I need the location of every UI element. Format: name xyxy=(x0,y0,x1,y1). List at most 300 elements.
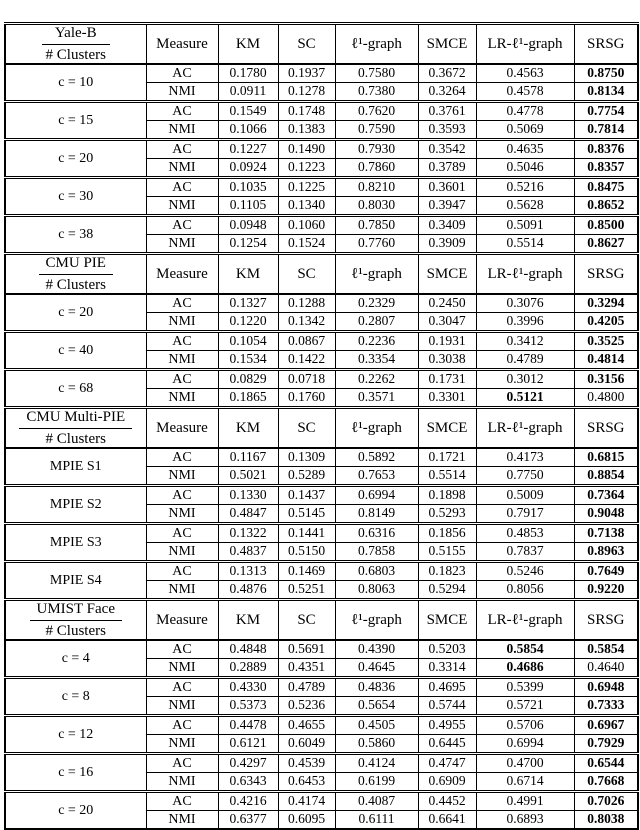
value-cell: 0.6948 xyxy=(574,678,638,697)
value-cell: 0.8056 xyxy=(476,581,574,600)
value-cell: 0.7930 xyxy=(335,140,418,159)
value-cell: 0.3542 xyxy=(418,140,476,159)
dataset-header-cell xyxy=(5,600,146,641)
value-cell: 0.1327 xyxy=(218,294,278,313)
value-cell: 0.5216 xyxy=(476,178,574,197)
value-cell: 0.7590 xyxy=(335,121,418,140)
value-cell: 0.4853 xyxy=(476,524,574,543)
column-header: KM xyxy=(218,600,278,641)
column-header: KM xyxy=(218,254,278,295)
value-cell: 0.3156 xyxy=(574,370,638,389)
value-cell: 0.4173 xyxy=(476,448,574,467)
value-cell: 0.1342 xyxy=(278,313,335,332)
value-cell: 0.6893 xyxy=(476,811,574,830)
value-cell: 0.5021 xyxy=(218,467,278,486)
value-cell: 0.7754 xyxy=(574,102,638,121)
value-cell: 0.6343 xyxy=(218,773,278,792)
value-cell: 0.8627 xyxy=(574,235,638,254)
value-cell: 0.6049 xyxy=(278,735,335,754)
value-cell: 0.6445 xyxy=(418,735,476,754)
value-cell: 0.6967 xyxy=(574,716,638,735)
value-cell: 0.1035 xyxy=(218,178,278,197)
value-cell: 0.1490 xyxy=(278,140,335,159)
value-cell: 0.1227 xyxy=(218,140,278,159)
value-cell: 0.4695 xyxy=(418,678,476,697)
value-cell: 0.5236 xyxy=(278,697,335,716)
measure-cell: AC xyxy=(146,754,218,773)
measure-cell: NMI xyxy=(146,351,218,370)
measure-cell: AC xyxy=(146,486,218,505)
value-cell: 0.8030 xyxy=(335,197,418,216)
value-cell: 0.4174 xyxy=(278,792,335,811)
measure-cell: NMI xyxy=(146,313,218,332)
measure-cell: NMI xyxy=(146,543,218,562)
column-header: SC xyxy=(278,254,335,295)
column-header: Measure xyxy=(146,600,218,641)
value-cell: 0.4800 xyxy=(574,389,638,408)
data-row xyxy=(5,140,638,159)
measure-cell: AC xyxy=(146,562,218,581)
value-cell: 0.0924 xyxy=(218,159,278,178)
value-cell: 0.8376 xyxy=(574,140,638,159)
value-cell: 0.4505 xyxy=(335,716,418,735)
value-cell: 0.3947 xyxy=(418,197,476,216)
value-cell: 0.1313 xyxy=(218,562,278,581)
value-cell: 0.7929 xyxy=(574,735,638,754)
value-cell: 0.5399 xyxy=(476,678,574,697)
value-cell: 0.1054 xyxy=(218,332,278,351)
value-cell: 0.7917 xyxy=(476,505,574,524)
value-cell: 0.7649 xyxy=(574,562,638,581)
column-header: SMCE xyxy=(418,254,476,295)
value-cell: 0.5294 xyxy=(418,581,476,600)
value-cell: 0.4814 xyxy=(574,351,638,370)
measure-cell: AC xyxy=(146,178,218,197)
value-cell: 0.6111 xyxy=(335,811,418,830)
column-header: Measure xyxy=(146,24,218,65)
measure-cell: NMI xyxy=(146,121,218,140)
value-cell: 0.1223 xyxy=(278,159,335,178)
section-header-row xyxy=(5,600,638,641)
value-cell: 0.8149 xyxy=(335,505,418,524)
value-cell: 0.4539 xyxy=(278,754,335,773)
value-cell: 0.3409 xyxy=(418,216,476,235)
cluster-label-cell: c = 10 xyxy=(5,64,146,102)
measure-cell: AC xyxy=(146,216,218,235)
value-cell: 0.1309 xyxy=(278,448,335,467)
dataset-name: UMIST Face xyxy=(30,601,122,621)
value-cell: 0.2807 xyxy=(335,313,418,332)
column-header: Measure xyxy=(146,254,218,295)
value-cell: 0.7026 xyxy=(574,792,638,811)
column-header: SC xyxy=(278,24,335,65)
value-cell: 0.6815 xyxy=(574,448,638,467)
value-cell: 0.4876 xyxy=(218,581,278,600)
value-cell: 0.8963 xyxy=(574,543,638,562)
value-cell: 0.6909 xyxy=(418,773,476,792)
value-cell: 0.7750 xyxy=(476,467,574,486)
value-cell: 0.1856 xyxy=(418,524,476,543)
section-header-row xyxy=(5,254,638,295)
cluster-label-cell: c = 4 xyxy=(5,640,146,678)
value-cell: 0.5854 xyxy=(476,640,574,659)
value-cell: 0.4205 xyxy=(574,313,638,332)
value-cell: 0.2450 xyxy=(418,294,476,313)
value-cell: 0.1322 xyxy=(218,524,278,543)
value-cell: 0.4390 xyxy=(335,640,418,659)
section-header-row xyxy=(5,24,638,65)
value-cell: 0.1760 xyxy=(278,389,335,408)
data-row xyxy=(5,178,638,197)
cluster-label-cell: c = 16 xyxy=(5,754,146,792)
value-cell: 0.1534 xyxy=(218,351,278,370)
value-cell: 0.1278 xyxy=(278,83,335,102)
data-row xyxy=(5,216,638,235)
value-cell: 0.8500 xyxy=(574,216,638,235)
value-cell: 0.1288 xyxy=(278,294,335,313)
column-header: SRSG xyxy=(574,408,638,449)
data-row xyxy=(5,716,638,735)
value-cell: 0.5854 xyxy=(574,640,638,659)
dataset-name: CMU PIE xyxy=(39,255,113,275)
value-cell: 0.1549 xyxy=(218,102,278,121)
value-cell: 0.1437 xyxy=(278,486,335,505)
value-cell: 0.3761 xyxy=(418,102,476,121)
value-cell: 0.5721 xyxy=(476,697,574,716)
value-cell: 0.5514 xyxy=(476,235,574,254)
column-header: SMCE xyxy=(418,408,476,449)
value-cell: 0.6994 xyxy=(335,486,418,505)
value-cell: 0.5744 xyxy=(418,697,476,716)
value-cell: 0.8210 xyxy=(335,178,418,197)
value-cell: 0.3996 xyxy=(476,313,574,332)
value-cell: 0.5892 xyxy=(335,448,418,467)
value-cell: 0.0911 xyxy=(218,83,278,102)
value-cell: 0.5009 xyxy=(476,486,574,505)
value-cell: 0.3301 xyxy=(418,389,476,408)
data-row xyxy=(5,294,638,313)
value-cell: 0.1225 xyxy=(278,178,335,197)
value-cell: 0.5654 xyxy=(335,697,418,716)
value-cell: 0.3672 xyxy=(418,64,476,83)
column-header: KM xyxy=(218,408,278,449)
value-cell: 0.7364 xyxy=(574,486,638,505)
column-header: SC xyxy=(278,408,335,449)
value-cell: 0.3571 xyxy=(335,389,418,408)
data-row xyxy=(5,524,638,543)
cluster-label-cell: c = 20 xyxy=(5,792,146,830)
value-cell: 0.1220 xyxy=(218,313,278,332)
value-cell: 0.4478 xyxy=(218,716,278,735)
value-cell: 0.5246 xyxy=(476,562,574,581)
cluster-label-cell: MPIE S2 xyxy=(5,486,146,524)
measure-cell: NMI xyxy=(146,505,218,524)
value-cell: 0.3012 xyxy=(476,370,574,389)
cluster-label-cell: c = 40 xyxy=(5,332,146,370)
measure-cell: NMI xyxy=(146,659,218,678)
value-cell: 0.7850 xyxy=(335,216,418,235)
value-cell: 0.4686 xyxy=(476,659,574,678)
measure-cell: AC xyxy=(146,678,218,697)
value-cell: 0.4847 xyxy=(218,505,278,524)
value-cell: 0.1254 xyxy=(218,235,278,254)
value-cell: 0.5860 xyxy=(335,735,418,754)
value-cell: 0.4655 xyxy=(278,716,335,735)
value-cell: 0.3047 xyxy=(418,313,476,332)
value-cell: 0.1105 xyxy=(218,197,278,216)
measure-cell: AC xyxy=(146,792,218,811)
data-row xyxy=(5,102,638,121)
value-cell: 0.3038 xyxy=(418,351,476,370)
column-header: KM xyxy=(218,24,278,65)
cluster-label-cell: MPIE S1 xyxy=(5,448,146,486)
column-header: LR-ℓ¹-graph xyxy=(476,408,574,449)
measure-cell: AC xyxy=(146,448,218,467)
cluster-label-cell: c = 12 xyxy=(5,716,146,754)
data-row xyxy=(5,754,638,773)
value-cell: 0.4452 xyxy=(418,792,476,811)
value-cell: 0.2236 xyxy=(335,332,418,351)
value-cell: 0.7668 xyxy=(574,773,638,792)
value-cell: 0.4351 xyxy=(278,659,335,678)
measure-cell: AC xyxy=(146,370,218,389)
value-cell: 0.7860 xyxy=(335,159,418,178)
value-cell: 0.4848 xyxy=(218,640,278,659)
value-cell: 0.4778 xyxy=(476,102,574,121)
dataset-name: Yale-B xyxy=(42,25,110,45)
value-cell: 0.8854 xyxy=(574,467,638,486)
value-cell: 0.4640 xyxy=(574,659,638,678)
data-row xyxy=(5,448,638,467)
value-cell: 0.1748 xyxy=(278,102,335,121)
value-cell: 0.6316 xyxy=(335,524,418,543)
value-cell: 0.4124 xyxy=(335,754,418,773)
results-table xyxy=(4,22,639,830)
value-cell: 0.1931 xyxy=(418,332,476,351)
value-cell: 0.1865 xyxy=(218,389,278,408)
value-cell: 0.4635 xyxy=(476,140,574,159)
value-cell: 0.9048 xyxy=(574,505,638,524)
cluster-label-cell: MPIE S3 xyxy=(5,524,146,562)
dataset-fraction xyxy=(30,601,122,639)
value-cell: 0.3264 xyxy=(418,83,476,102)
value-cell: 0.7580 xyxy=(335,64,418,83)
value-cell: 0.1823 xyxy=(418,562,476,581)
value-cell: 0.4216 xyxy=(218,792,278,811)
value-cell: 0.4789 xyxy=(476,351,574,370)
value-cell: 0.6095 xyxy=(278,811,335,830)
value-cell: 0.1330 xyxy=(218,486,278,505)
data-row xyxy=(5,678,638,697)
column-header: Measure xyxy=(146,408,218,449)
clusters-label: # Clusters xyxy=(45,46,106,63)
value-cell: 0.1060 xyxy=(278,216,335,235)
value-cell: 0.1422 xyxy=(278,351,335,370)
value-cell: 0.7760 xyxy=(335,235,418,254)
measure-cell: AC xyxy=(146,716,218,735)
value-cell: 0.3314 xyxy=(418,659,476,678)
cluster-label-cell: c = 15 xyxy=(5,102,146,140)
measure-cell: NMI xyxy=(146,83,218,102)
clusters-label: # Clusters xyxy=(45,622,106,639)
data-row xyxy=(5,792,638,811)
results-table-body xyxy=(5,24,638,830)
column-header: ℓ¹-graph xyxy=(335,408,418,449)
measure-cell: AC xyxy=(146,140,218,159)
value-cell: 0.4747 xyxy=(418,754,476,773)
value-cell: 0.7333 xyxy=(574,697,638,716)
value-cell: 0.5373 xyxy=(218,697,278,716)
measure-cell: AC xyxy=(146,294,218,313)
value-cell: 0.9220 xyxy=(574,581,638,600)
value-cell: 0.1383 xyxy=(278,121,335,140)
value-cell: 0.1780 xyxy=(218,64,278,83)
cluster-label-cell: c = 38 xyxy=(5,216,146,254)
value-cell: 0.5046 xyxy=(476,159,574,178)
data-row xyxy=(5,370,638,389)
value-cell: 0.4991 xyxy=(476,792,574,811)
cluster-label-cell: MPIE S4 xyxy=(5,562,146,600)
value-cell: 0.1441 xyxy=(278,524,335,543)
value-cell: 0.8134 xyxy=(574,83,638,102)
measure-cell: NMI xyxy=(146,773,218,792)
value-cell: 0.6544 xyxy=(574,754,638,773)
value-cell: 0.0718 xyxy=(278,370,335,389)
value-cell: 0.0867 xyxy=(278,332,335,351)
measure-cell: AC xyxy=(146,102,218,121)
value-cell: 0.1340 xyxy=(278,197,335,216)
value-cell: 0.4563 xyxy=(476,64,574,83)
value-cell: 0.4645 xyxy=(335,659,418,678)
measure-cell: AC xyxy=(146,64,218,83)
column-header: LR-ℓ¹-graph xyxy=(476,24,574,65)
value-cell: 0.5121 xyxy=(476,389,574,408)
value-cell: 0.8038 xyxy=(574,811,638,830)
value-cell: 0.5706 xyxy=(476,716,574,735)
column-header: SMCE xyxy=(418,600,476,641)
value-cell: 0.0829 xyxy=(218,370,278,389)
value-cell: 0.8750 xyxy=(574,64,638,83)
dataset-fraction xyxy=(39,255,113,293)
value-cell: 0.1898 xyxy=(418,486,476,505)
value-cell: 0.1731 xyxy=(418,370,476,389)
cluster-label-cell: c = 8 xyxy=(5,678,146,716)
data-row xyxy=(5,332,638,351)
value-cell: 0.5289 xyxy=(278,467,335,486)
value-cell: 0.3076 xyxy=(476,294,574,313)
value-cell: 0.5691 xyxy=(278,640,335,659)
value-cell: 0.4087 xyxy=(335,792,418,811)
column-header: SMCE xyxy=(418,24,476,65)
value-cell: 0.6377 xyxy=(218,811,278,830)
clusters-label: # Clusters xyxy=(45,276,106,293)
value-cell: 0.3294 xyxy=(574,294,638,313)
data-row xyxy=(5,562,638,581)
value-cell: 0.7814 xyxy=(574,121,638,140)
value-cell: 0.4789 xyxy=(278,678,335,697)
cluster-label-cell: c = 30 xyxy=(5,178,146,216)
value-cell: 0.5091 xyxy=(476,216,574,235)
value-cell: 0.4578 xyxy=(476,83,574,102)
cluster-label-cell: c = 68 xyxy=(5,370,146,408)
value-cell: 0.3601 xyxy=(418,178,476,197)
value-cell: 0.5628 xyxy=(476,197,574,216)
value-cell: 0.8475 xyxy=(574,178,638,197)
value-cell: 0.1721 xyxy=(418,448,476,467)
data-row xyxy=(5,486,638,505)
measure-cell: NMI xyxy=(146,697,218,716)
measure-cell: NMI xyxy=(146,735,218,754)
measure-cell: NMI xyxy=(146,159,218,178)
value-cell: 0.5150 xyxy=(278,543,335,562)
value-cell: 0.4297 xyxy=(218,754,278,773)
value-cell: 0.5155 xyxy=(418,543,476,562)
measure-cell: NMI xyxy=(146,811,218,830)
measure-cell: NMI xyxy=(146,389,218,408)
value-cell: 0.3412 xyxy=(476,332,574,351)
value-cell: 0.7620 xyxy=(335,102,418,121)
value-cell: 0.6641 xyxy=(418,811,476,830)
column-header: ℓ¹-graph xyxy=(335,254,418,295)
value-cell: 0.4330 xyxy=(218,678,278,697)
value-cell: 0.8357 xyxy=(574,159,638,178)
measure-cell: NMI xyxy=(146,467,218,486)
column-header: LR-ℓ¹-graph xyxy=(476,254,574,295)
value-cell: 0.4700 xyxy=(476,754,574,773)
column-header: ℓ¹-graph xyxy=(335,24,418,65)
value-cell: 0.5251 xyxy=(278,581,335,600)
value-cell: 0.4837 xyxy=(218,543,278,562)
measure-cell: NMI xyxy=(146,581,218,600)
dataset-header-cell xyxy=(5,24,146,65)
value-cell: 0.7138 xyxy=(574,524,638,543)
value-cell: 0.3525 xyxy=(574,332,638,351)
value-cell: 0.1469 xyxy=(278,562,335,581)
data-row xyxy=(5,640,638,659)
value-cell: 0.2329 xyxy=(335,294,418,313)
measure-cell: NMI xyxy=(146,235,218,254)
value-cell: 0.3789 xyxy=(418,159,476,178)
column-header: SRSG xyxy=(574,600,638,641)
value-cell: 0.0948 xyxy=(218,216,278,235)
dataset-fraction xyxy=(19,409,132,447)
value-cell: 0.7380 xyxy=(335,83,418,102)
value-cell: 0.5145 xyxy=(278,505,335,524)
value-cell: 0.3354 xyxy=(335,351,418,370)
dataset-header-cell xyxy=(5,408,146,449)
clusters-label: # Clusters xyxy=(45,430,106,447)
value-cell: 0.6803 xyxy=(335,562,418,581)
dataset-fraction xyxy=(42,25,110,63)
value-cell: 0.1937 xyxy=(278,64,335,83)
measure-cell: AC xyxy=(146,524,218,543)
dataset-name: CMU Multi-PIE xyxy=(19,409,132,429)
value-cell: 0.2262 xyxy=(335,370,418,389)
value-cell: 0.7653 xyxy=(335,467,418,486)
value-cell: 0.6453 xyxy=(278,773,335,792)
value-cell: 0.5203 xyxy=(418,640,476,659)
value-cell: 0.3593 xyxy=(418,121,476,140)
measure-cell: AC xyxy=(146,640,218,659)
data-row xyxy=(5,64,638,83)
value-cell: 0.1066 xyxy=(218,121,278,140)
measure-cell: AC xyxy=(146,332,218,351)
value-cell: 0.5514 xyxy=(418,467,476,486)
value-cell: 0.8063 xyxy=(335,581,418,600)
column-header: SC xyxy=(278,600,335,641)
column-header: LR-ℓ¹-graph xyxy=(476,600,574,641)
dataset-header-cell xyxy=(5,254,146,295)
